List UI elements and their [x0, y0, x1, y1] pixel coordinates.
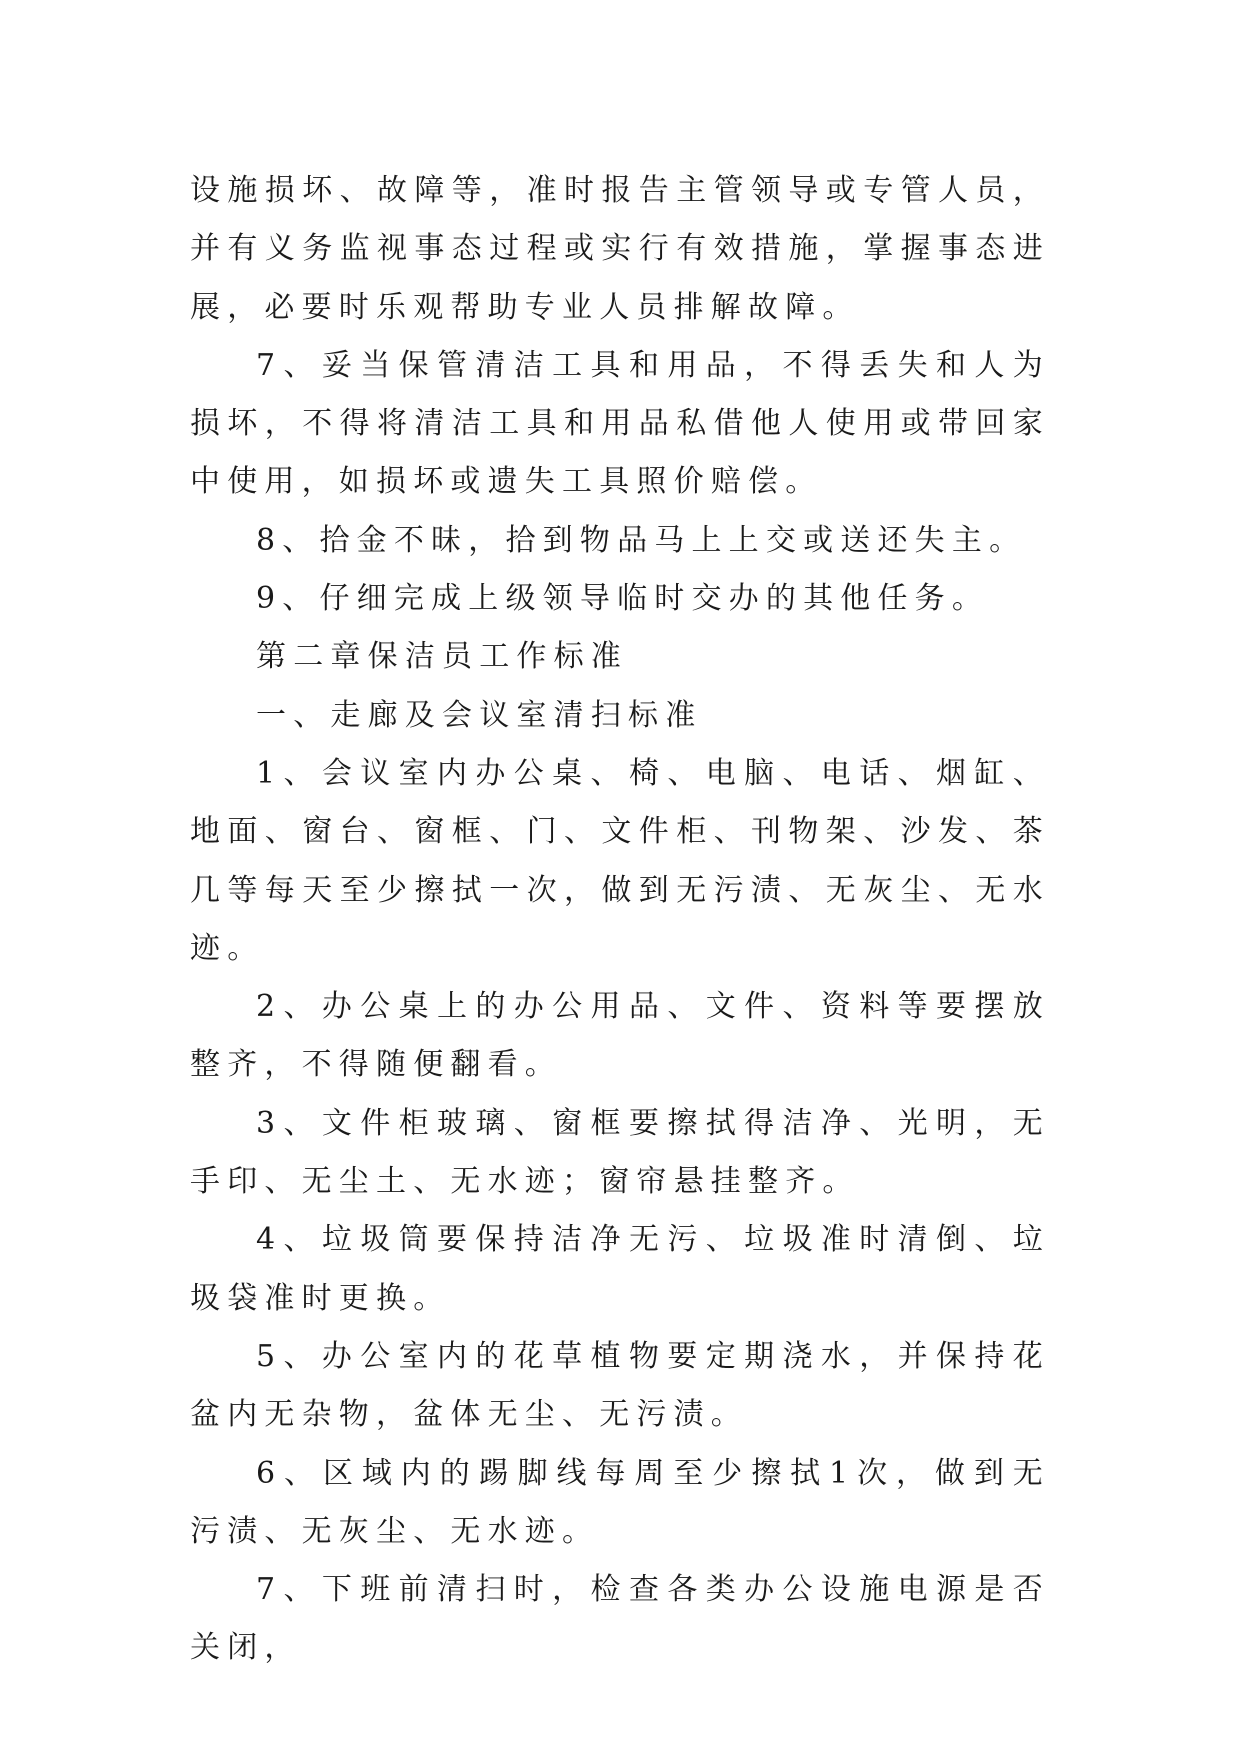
chapter-heading: 第二章保洁员工作标准 — [256, 639, 628, 675]
paragraph-continuation: 设施损坏、故障等，准时报告主管领导或专管人员，并有义务监视事态过程或实行有效措施，掌握事态进展，必要时乐观帮助专业人员排解故障。 — [190, 173, 1050, 325]
paragraph-standard-3: 3、文件柜玻璃、窗框要擦拭得洁净、光明，无手印、无尘土、无水迹；窗帘悬挂整齐。 — [190, 1105, 1050, 1200]
paragraph-standard-2: 2、办公桌上的办公用品、文件、资料等要摆放整齐，不得随便翻看。 — [190, 989, 1050, 1083]
paragraph-item-8: 8、拾金不昧，拾到物品马上上交或送还失主。 — [256, 522, 1027, 558]
paragraph-standard-5: 5、办公室内的花草植物要定期浇水，并保持花盆内无杂物，盆体无尘、无污渍。 — [190, 1338, 1050, 1433]
paragraph-standard-4: 4、垃圾筒要保持洁净无污、垃圾准时清倒、垃圾袋准时更换。 — [190, 1222, 1050, 1316]
paragraph-standard-1: 1、会议室内办公桌、椅、电脑、电话、烟缸、地面、窗台、窗框、门、文件柜、刊物架、沙发、茶几等每天至少擦拭一次，做到无污渍、无灰尘、无水迹。 — [190, 755, 1050, 966]
paragraph-standard-6: 6、区域内的踢脚线每周至少擦拭1次，做到无污渍、无灰尘、无水迹。 — [190, 1455, 1050, 1549]
section-heading: 一、走廊及会议室清扫标准 — [256, 697, 703, 733]
document-body — [190, 162, 1050, 1678]
paragraph-item-7: 7、妥当保管清洁工具和用品，不得丢失和人为损坏，不得将清洁工具和用品私借他人使用或带回家中使用，如损坏或遗失工具照价赔偿。 — [190, 347, 1050, 500]
paragraph-standard-7: 7、下班前清扫时，检查各类办公设施电源是否关闭， — [190, 1572, 1050, 1666]
paragraph-item-9: 9、仔细完成上级领导临时交办的其他任务。 — [256, 581, 990, 617]
